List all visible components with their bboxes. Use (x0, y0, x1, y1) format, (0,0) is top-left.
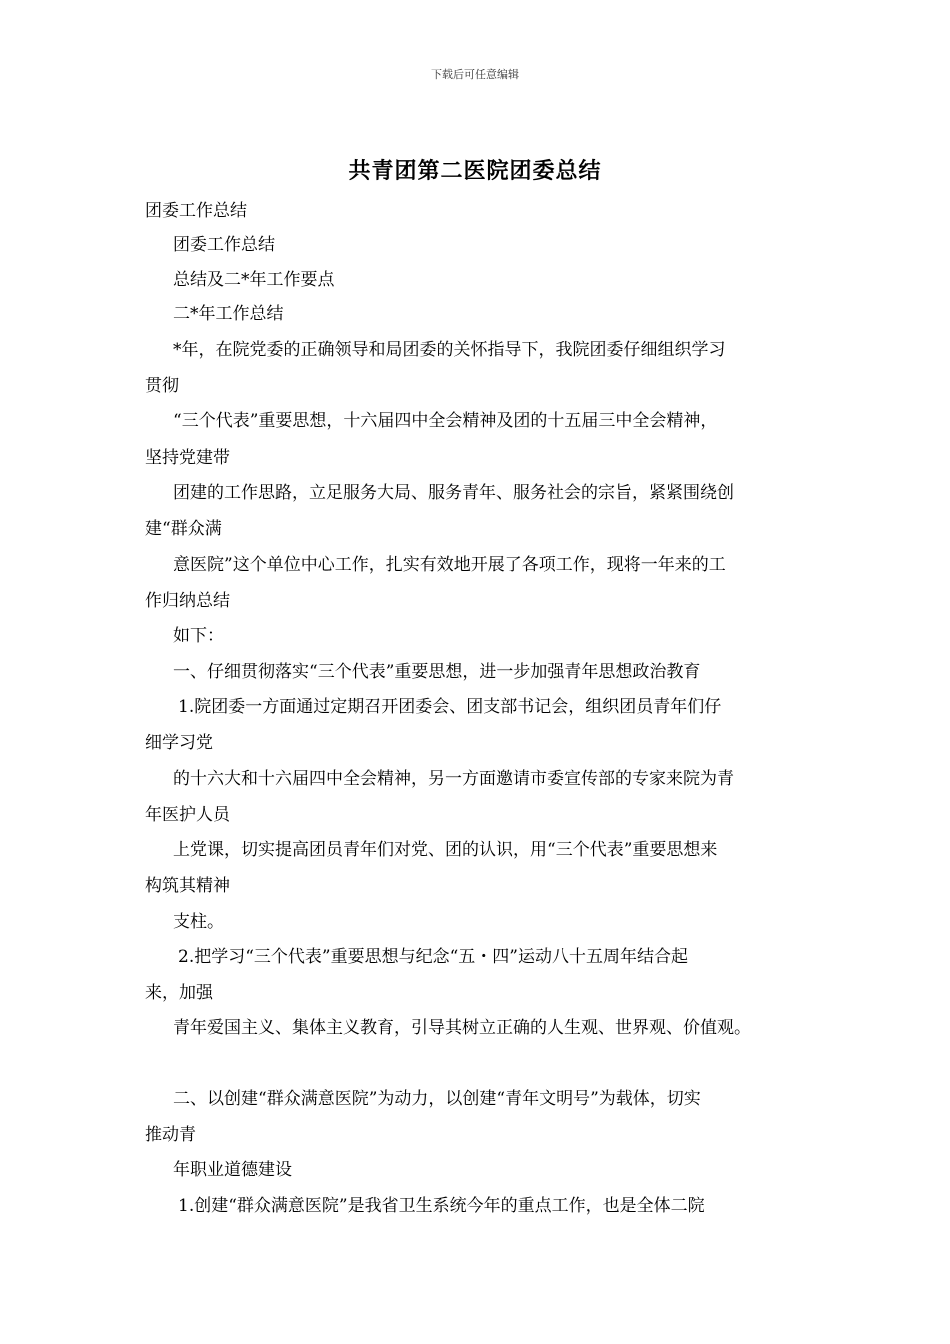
body-line: 年职业道德建设 (173, 1160, 292, 1180)
body-line: 上党课，切实提高团员青年们对党、团的认识，用“三个代表”重要思想来 (173, 840, 718, 860)
body-line: 总结及二*年工作要点 (173, 270, 335, 290)
body-line: 团委工作总结 (145, 201, 247, 221)
body-line: 团委工作总结 (173, 235, 275, 255)
header-note: 下载后可任意编辑 (431, 68, 519, 81)
body-line: “三个代表”重要思想，十六届四中全会精神及团的十五届三中全会精神， (173, 411, 718, 431)
body-line: 2.把学习“三个代表”重要思想与纪念“五・四”运动八十五周年结合起 (178, 947, 688, 967)
body-line: 支柱。 (173, 912, 224, 932)
body-line: 如下： (173, 626, 224, 646)
body-line: 建“群众满 (145, 519, 222, 539)
body-line: 二、以创建“群众满意医院”为动力，以创建“青年文明号”为载体，切实 (173, 1089, 701, 1109)
document-title: 共青团第二医院团委总结 (348, 159, 602, 184)
body-line: 贯彻 (145, 376, 179, 396)
body-line: 意医院”这个单位中心工作，扎实有效地开展了各项工作，现将一年来的工 (173, 555, 726, 575)
body-line: 1.院团委一方面通过定期召开团委会、团支部书记会，组织团员青年们仔 (178, 697, 722, 717)
body-line: 1.创建“群众满意医院”是我省卫生系统今年的重点工作，也是全体二院 (178, 1196, 705, 1216)
body-line: 坚持党建带 (145, 448, 230, 468)
body-line: 的十六大和十六届四中全会精神，另一方面邀请市委宣传部的专家来院为青 (173, 769, 734, 789)
body-line: 来，加强 (145, 983, 213, 1003)
body-line: 二*年工作总结 (173, 304, 284, 324)
body-line: 年医护人员 (145, 805, 230, 825)
body-line: *年，在院党委的正确领导和局团委的关怀指导下，我院团委仔细组织学习 (173, 340, 726, 360)
body-line: 团建的工作思路，立足服务大局、服务青年、服务社会的宗旨，紧紧围绕创 (173, 483, 734, 503)
body-line: 作归纳总结 (145, 591, 230, 611)
body-line: 构筑其精神 (145, 876, 230, 896)
body-line: 细学习党 (145, 733, 213, 753)
body-line: 青年爱国主义、集体主义教育，引导其树立正确的人生观、世界观、价值观。 (173, 1018, 751, 1038)
body-line: 推动青 (145, 1125, 196, 1145)
body-line: 一、仔细贯彻落实“三个代表”重要思想，进一步加强青年思想政治教育 (173, 662, 701, 682)
